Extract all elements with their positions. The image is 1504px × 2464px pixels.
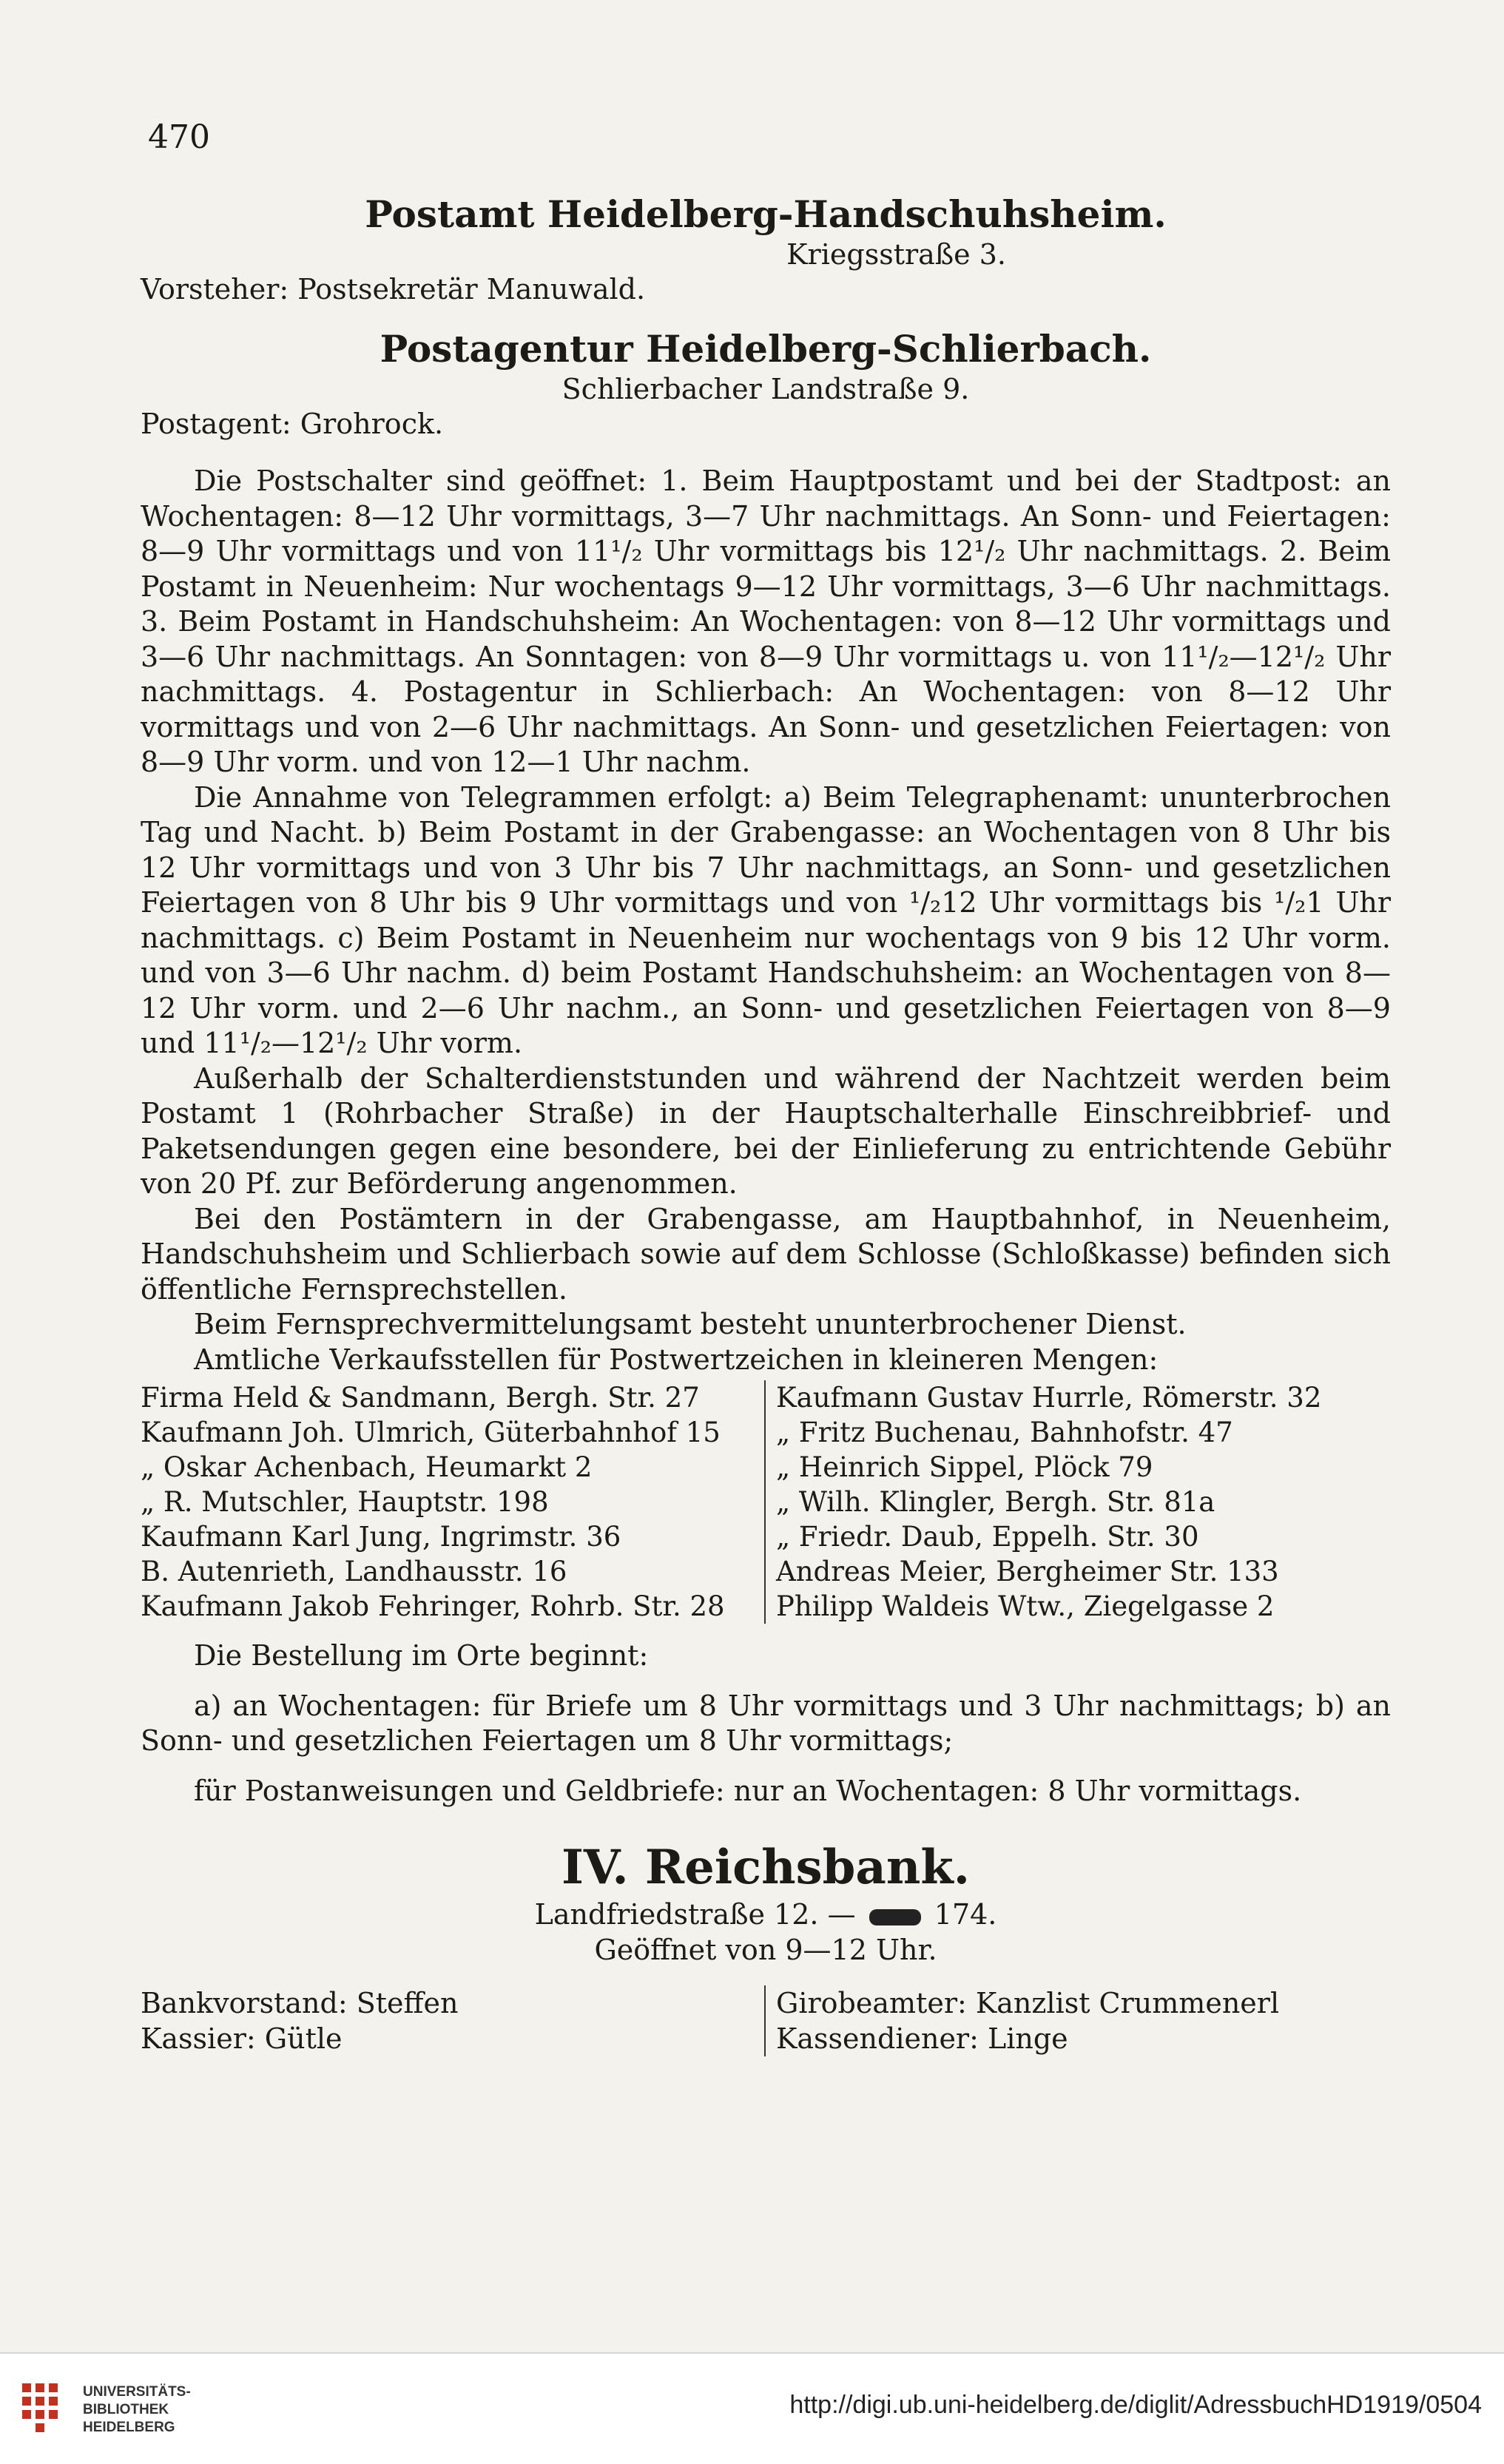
list-item: Andreas Meier, Bergheimer Str. 133 — [776, 1556, 1279, 1587]
list-item: Philipp Waldeis Wtw., Ziegelgasse 2 — [776, 1590, 1275, 1622]
delivery-money: für Postanweisungen und Geldbriefe: nur an Wochentagen: 8 Uhr vormittags. — [194, 1774, 1302, 1807]
postamt-title: Postamt Heidelberg-Handschuhsheim. — [365, 192, 1167, 236]
list-item: Kaufmann Gustav Hurrle, Römerstr. 32 — [776, 1382, 1322, 1414]
postamt-address: Kriegsstraße 3. — [786, 238, 1006, 271]
list-item: Kaufmann Jakob Fehringer, Rohrb. Str. 28 — [141, 1590, 725, 1622]
sellers-left-column — [141, 1380, 766, 1624]
staff-left-column — [141, 1985, 766, 2056]
list-item: Kaufmann Karl Jung, Ingrimstr. 36 — [141, 1521, 621, 1553]
source-url-link[interactable]: http://digi.ub.uni-heidelberg.de/diglit/AdressbuchHD1919/0504 — [789, 2391, 1482, 2419]
telegram-paragraph: Die Annahme von Telegrammen erfolgt: a) Beim Telegraphenamt: ununterbrochen Tag und Nacht. b) Beim Postamt in der Grabengasse: an Wochentagen von 8 Uhr bis 12 Uhr vormittags und von 3 Uhr bis 7 Uhr nachmittags, an Sonn- und gesetzlichen Feiertagen von 8 Uhr bis 9 Uhr vormittags und von ¹/₂12 Uhr vormittags bis ¹/₂1 Uhr nachmittags. c) Beim Postamt in Neuenheim nur wochentags von 9 bis 12 Uhr vorm. und von 3—6 Uhr nachm. d) beim Postamt Handschuhsheim: an Wochentagen von 8—12 Uhr vorm. und 2—6 Uhr nachm., an Sonn- und gesetzlichen Feiertagen von 8—9 und 11¹/₂—12¹/₂ Uhr vorm. — [141, 780, 1391, 1059]
night-paragraph: Außerhalb der Schalterdienststunden und während der Nachtzeit werden beim Postamt 1 (Rohrbacher Straße) in der Hauptschalterhalle Einschreibbrief- und Paketsendungen gegen eine besondere, bei der Einlieferung zu entrichtende Gebühr von 20 Pf. zur Beförderung angenommen. — [141, 1061, 1391, 1200]
list-item: Kassendiener: Linge — [776, 2022, 1068, 2055]
library-logo-icon — [19, 2380, 71, 2438]
postagentur-address: Schlierbacher Landstraße 9. — [562, 372, 970, 405]
reichsbank-address — [141, 1897, 1391, 1933]
reichsbank-staff — [141, 1985, 1391, 2056]
reichsbank-phone: 174. — [934, 1898, 997, 1931]
telephone-icon — [869, 1909, 921, 1925]
page-content — [141, 192, 1391, 2056]
logo-line: UNIVERSITÄTS- — [83, 2384, 191, 2400]
list-item: „ Oskar Achenbach, Heumarkt 2 — [141, 1451, 593, 1483]
sellers-right-column — [766, 1380, 1391, 1624]
exchange-paragraph: Beim Fernsprechvermittelungsamt besteht ununterbrochener Dienst. — [194, 1308, 1187, 1340]
reichsbank-address-street: Landfriedstraße 12. — — [534, 1898, 856, 1931]
list-item: „ Friedr. Daub, Eppelh. Str. 30 — [776, 1521, 1199, 1553]
library-logo-text — [83, 2383, 191, 2437]
page-number: 470 — [148, 118, 210, 156]
footer-bar — [0, 2352, 1504, 2464]
phones-paragraph: Bei den Postämtern in der Grabengasse, am Hauptbahnhof, in Neuenheim, Handschuhsheim und Schlierbach sowie auf dem Schlosse (Schloßkasse) befinden sich öffentliche Fernsprechstellen. — [141, 1202, 1391, 1306]
delivery-intro: Die Bestellung im Orte beginnt: — [194, 1639, 649, 1672]
list-item: Kaufmann Joh. Ulmrich, Güterbahnhof 15 — [141, 1417, 721, 1448]
list-item: „ R. Mutschler, Hauptstr. 198 — [141, 1486, 549, 1518]
reichsbank-title: IV. Reichsbank. — [561, 1840, 971, 1895]
list-item: „ Heinrich Sippel, Plöck 79 — [776, 1451, 1153, 1483]
list-item: Kassier: Gütle — [141, 2022, 343, 2055]
sellers-table — [141, 1380, 1391, 1624]
list-item: Bankvorstand: Steffen — [141, 1987, 459, 2019]
logo-line: BIBLIOTHEK — [83, 2402, 169, 2417]
logo-line: HEIDELBERG — [83, 2420, 175, 2435]
reichsbank-hours: Geöffnet von 9—12 Uhr. — [594, 1933, 937, 1966]
list-item: „ Fritz Buchenau, Bahnhofstr. 47 — [776, 1417, 1233, 1448]
staff-right-column — [766, 1985, 1391, 2056]
list-item: B. Autenrieth, Landhausstr. 16 — [141, 1556, 567, 1587]
list-item: Firma Held & Sandmann, Bergh. Str. 27 — [141, 1382, 700, 1414]
delivery-weekdays: a) an Wochentagen: für Briefe um 8 Uhr vormittags und 3 Uhr nachmittags; b) an Sonn- und gesetzlichen Feiertagen um 8 Uhr vormittags; — [141, 1689, 1391, 1757]
postagentur-agent: Postagent: Grohrock. — [141, 407, 444, 440]
sellers-intro: Amtliche Verkaufsstellen für Postwertzeichen in kleineren Mengen: — [194, 1343, 1159, 1376]
list-item: „ Wilh. Klingler, Bergh. Str. 81a — [776, 1486, 1215, 1518]
list-item: Girobeamter: Kanzlist Crummenerl — [776, 1987, 1280, 2019]
hours-paragraph: Die Postschalter sind geöffnet: 1. Beim Hauptpostamt und bei der Stadtpost: an Wochentagen: 8—12 Uhr vormittags, 3—7 Uhr nachmittags. An Sonn- und Feiertagen: 8—9 Uhr vormittags und von 11¹/₂ Uhr vormittags bis 12¹/₂ Uhr nachmittags. 2. Beim Postamt in Neuenheim: Nur wochentags 9—12 Uhr vormittags, 3—6 Uhr nachmittags. 3. Beim Postamt in Handschuhsheim: An Wochentagen: von 8—12 Uhr vormittags und 3—6 Uhr nachmittags. An Sonntagen: von 8—9 Uhr vormittags u. von 11¹/₂—12¹/₂ Uhr nachmittags. 4. Postagentur in Schlierbach: An Wochentagen: von 8—12 Uhr vormittags und von 2—6 Uhr nachmittags. An Sonn- und gesetzlichen Feiertagen: von 8—9 Uhr vorm. und von 12—1 Uhr nachm. — [141, 465, 1391, 778]
postagentur-title: Postagentur Heidelberg-Schlierbach. — [380, 326, 1152, 371]
postamt-head: Vorsteher: Postsekretär Manuwald. — [141, 273, 646, 306]
